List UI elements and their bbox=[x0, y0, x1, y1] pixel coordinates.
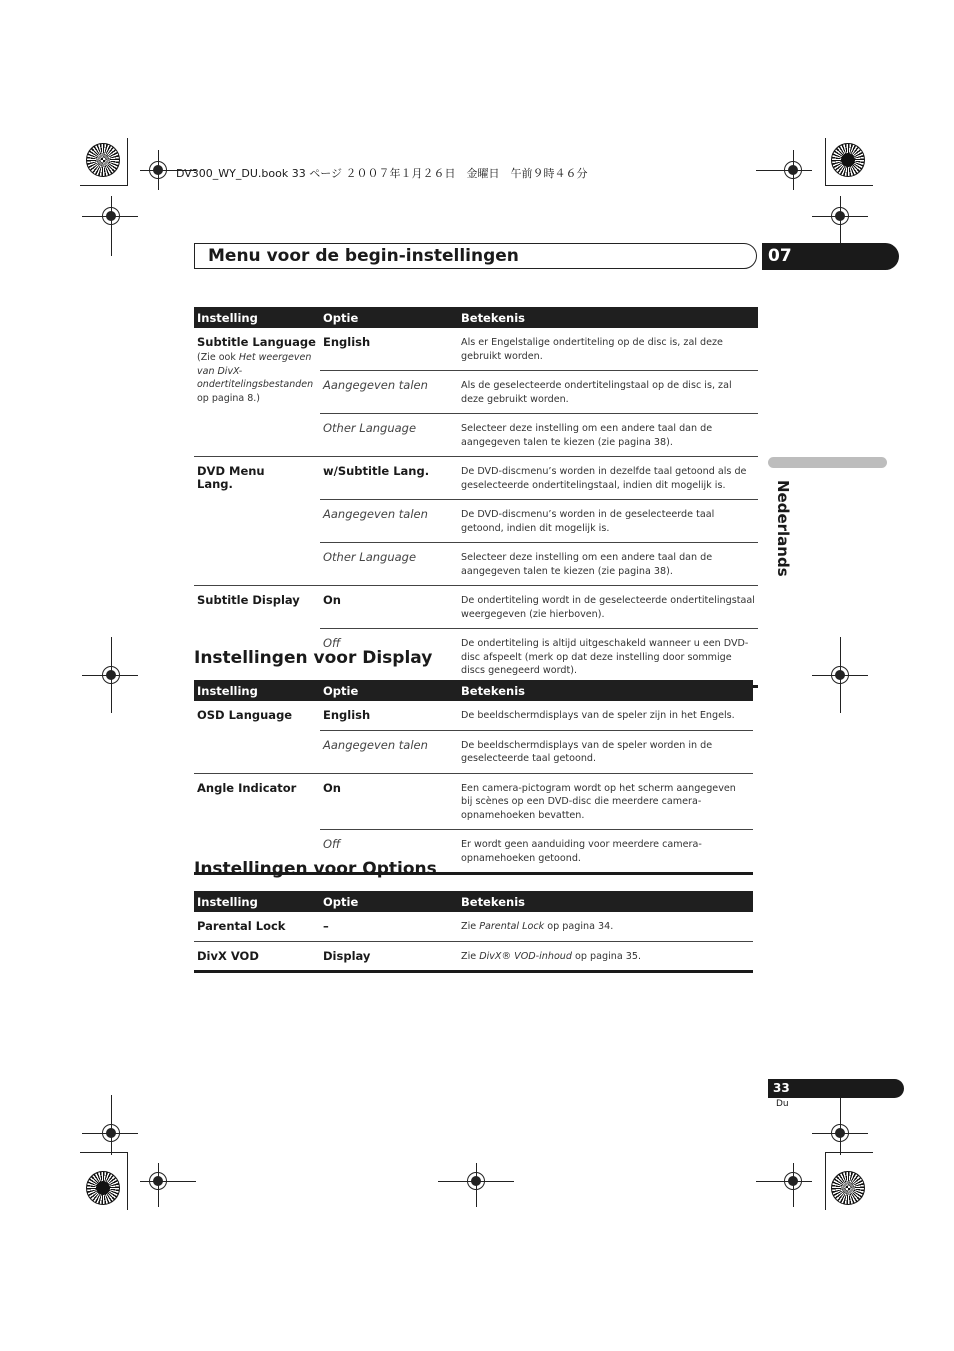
option-cell: Display bbox=[320, 941, 458, 972]
crop-mark bbox=[793, 1163, 794, 1207]
option-cell: English bbox=[323, 335, 371, 349]
table-header-row bbox=[194, 307, 758, 328]
crop-mark bbox=[82, 216, 138, 217]
crop-mark bbox=[127, 138, 128, 186]
crop-mark bbox=[111, 637, 112, 713]
table-row bbox=[194, 773, 753, 830]
crop-mark bbox=[825, 1152, 873, 1153]
crop-mark bbox=[825, 138, 826, 186]
registration-sunburst-icon bbox=[831, 1171, 865, 1205]
crop-mark bbox=[793, 150, 794, 190]
settings-table-display bbox=[194, 680, 753, 875]
table-row bbox=[194, 941, 753, 972]
crop-mark bbox=[756, 170, 812, 171]
setting-cell: DivX VOD bbox=[194, 941, 320, 972]
meaning-reference: Parental Lock bbox=[479, 921, 545, 932]
column-header-setting: Instelling bbox=[194, 307, 320, 328]
section-title-options: Instellingen voor Options bbox=[194, 859, 437, 879]
option-cell: On bbox=[320, 773, 458, 830]
option-cell: Off bbox=[320, 629, 458, 687]
meaning-cell: Selecteer deze instelling om een andere taal dan de aangegeven talen te kiezen (zie pagina 38). bbox=[458, 414, 758, 457]
language-tab-bar bbox=[768, 457, 887, 468]
registration-sunburst-icon bbox=[86, 1171, 120, 1205]
table-row bbox=[194, 586, 758, 629]
option-cell: On bbox=[320, 586, 458, 629]
settings-table-options bbox=[194, 891, 753, 973]
option-cell: Off bbox=[320, 830, 458, 874]
setting-cell: OSD Language bbox=[197, 708, 293, 722]
option-cell: English bbox=[323, 708, 371, 722]
column-header-option: Optie bbox=[320, 680, 458, 701]
meaning-cell: Selecteer deze instelling om een andere taal dan de aangegeven talen te kiezen (zie pagina 38). bbox=[458, 543, 758, 586]
registration-sunburst-icon bbox=[86, 143, 120, 177]
column-header-setting: Instelling bbox=[194, 891, 320, 912]
option-cell: Aangegeven talen bbox=[320, 730, 458, 773]
column-header-setting: Instelling bbox=[194, 680, 320, 701]
crop-mark bbox=[840, 637, 841, 713]
column-header-meaning: Betekenis bbox=[458, 680, 753, 701]
setting-cell: Angle Indicator bbox=[194, 773, 320, 874]
language-tab-label: Nederlands bbox=[774, 480, 792, 577]
crop-mark bbox=[140, 1181, 196, 1182]
settings-table-language bbox=[194, 307, 758, 688]
option-cell: Aangegeven talen bbox=[320, 371, 458, 414]
section-title-display: Instellingen voor Display bbox=[194, 648, 433, 668]
meaning-cell: De ondertiteling is altijd uitgeschakeld wanneer u een DVD-disc afspeelt (merk op dat deze instelling door sommige discs genegeerd wordt). bbox=[458, 629, 758, 687]
crop-mark bbox=[158, 150, 159, 190]
crop-mark bbox=[158, 1163, 159, 1207]
meaning-reference: DivX® VOD-inhoud bbox=[479, 950, 572, 962]
page-number: 33 bbox=[773, 1081, 790, 1095]
setting-note bbox=[197, 351, 317, 405]
option-cell: Aangegeven talen bbox=[320, 500, 458, 543]
column-header-option: Optie bbox=[320, 307, 458, 328]
chapter-number: 07 bbox=[768, 246, 792, 266]
meaning-cell: Een camera-pictogram wordt op het scherm aangegeven bij scènes op een DVD-disc die meerdere camera-opnamehoeken bevatten. bbox=[458, 773, 753, 830]
meaning-text: Zie bbox=[461, 921, 480, 932]
chapter-title: Menu voor de begin-instellingen bbox=[208, 246, 519, 266]
table-row bbox=[194, 701, 753, 730]
crop-mark bbox=[111, 1095, 112, 1155]
crop-mark bbox=[82, 1133, 138, 1134]
crop-mark bbox=[756, 1181, 812, 1182]
meaning-cell: Als de geselecteerde ondertitelingstaal op de disc is, zal deze gebruikt worden. bbox=[458, 371, 758, 414]
setting-name: Subtitle Language bbox=[197, 335, 316, 349]
option-cell: Other Language bbox=[320, 414, 458, 457]
book-info-line: DV300_WY_DU.book 33 ページ ２００７年１月２６日 金曜日 午前９時４６分 bbox=[176, 167, 588, 180]
table-header-row bbox=[194, 891, 753, 912]
crop-mark bbox=[80, 185, 128, 186]
crop-mark bbox=[111, 196, 112, 256]
crop-mark bbox=[82, 675, 138, 676]
table-row bbox=[194, 328, 758, 371]
setting-cell: DVD Menu Lang. bbox=[194, 457, 320, 586]
crop-mark bbox=[80, 1152, 128, 1153]
setting-cell bbox=[194, 328, 320, 457]
registration-sunburst-icon bbox=[831, 143, 865, 177]
meaning-text: op pagina 35. bbox=[571, 950, 642, 962]
option-cell: w/Subtitle Lang. bbox=[320, 457, 458, 500]
setting-cell: Parental Lock bbox=[197, 919, 286, 933]
meaning-cell: Als er Engelstalige ondertiteling op de disc is, zal deze gebruikt worden. bbox=[461, 337, 723, 362]
crop-mark bbox=[127, 1152, 128, 1210]
language-tab bbox=[768, 480, 794, 600]
table-row bbox=[194, 457, 758, 500]
meaning-cell: De beeldschermdisplays van de speler worden in de geselecteerde taal getoond. bbox=[458, 730, 753, 773]
crop-mark bbox=[840, 1095, 841, 1155]
meaning-cell: Er wordt geen aanduiding voor meerdere camera-opnamehoeken getoond. bbox=[458, 830, 753, 874]
option-cell: – bbox=[323, 919, 329, 933]
meaning-text: op pagina 34. bbox=[544, 921, 614, 932]
note-reference: Het weergeven van DivX-ondertitelingsbestanden bbox=[197, 352, 314, 390]
meaning-cell: De beeldschermdisplays van de speler zijn in het Engels. bbox=[461, 710, 735, 721]
crop-mark bbox=[476, 1163, 477, 1207]
column-header-meaning: Betekenis bbox=[458, 891, 753, 912]
meaning-cell bbox=[458, 941, 753, 972]
option-cell: Other Language bbox=[320, 543, 458, 586]
setting-cell: Subtitle Display bbox=[194, 586, 320, 687]
note-text: (Zie ook bbox=[197, 352, 239, 363]
crop-mark bbox=[825, 185, 873, 186]
note-text: op pagina 8.) bbox=[197, 392, 261, 404]
meaning-cell bbox=[458, 912, 753, 941]
crop-mark bbox=[825, 1152, 826, 1210]
meaning-text: Zie bbox=[461, 950, 480, 962]
column-header-option: Optie bbox=[320, 891, 458, 912]
column-header-meaning: Betekenis bbox=[458, 307, 758, 328]
meaning-cell: De DVD-discmenu’s worden in dezelfde taal getoond als de geselecteerde ondertitelingstaal, indien dit mogelijk is. bbox=[458, 457, 758, 500]
table-row bbox=[194, 912, 753, 941]
meaning-cell: De ondertiteling wordt in de geselecteerde ondertitelingstaal weergegeven (zie hierboven). bbox=[458, 586, 758, 629]
page-language-code: Du bbox=[776, 1099, 789, 1109]
meaning-cell: De DVD-discmenu’s worden in de geselecteerde taal getoond, indien dit mogelijk is. bbox=[458, 500, 758, 543]
table-header-row bbox=[194, 680, 753, 701]
